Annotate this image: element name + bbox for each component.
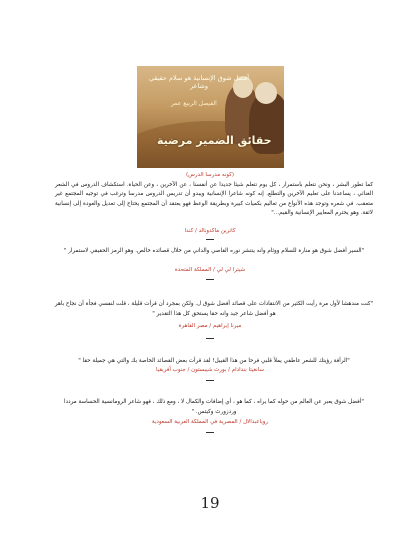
cover-line-2: الفيصل الربيع عمر (171, 100, 217, 107)
separator (206, 239, 214, 240)
separator (206, 432, 214, 433)
intro-paragraph: كما تطور البشر ، ونحن نتعلم باستمرار ، كل يوم نتعلم شيئا جديدا عن أنفسنا ، عن الآخرين ، وعن الحياة. استكشاف الدروس في الشعر الغنائي ، يساعدنا على تعليم الآخرين والتطلع. إنه كونه شاعرا الإنسانية ويبدو أن تدريس الدروس مدرسا وترغب في توجيه المجتمع غير متعقب. في شعره وتوجد هذه الأنواع من تعاليم بكميات كبيرة وبطريقة الوعظ فهو يعتقد أن المجتمع يحتاج إلى تعديل والعودة إلى إنسانية لائقة. وهو يحترم المعايير الإنسانية والقيم..." (55, 182, 373, 217)
quote-3-author: سانغيتا بندادام / بورت شيبستون / جنوب أفريقيا (156, 367, 264, 373)
image-caption: (كونه مدرسا الدرس) (186, 172, 234, 178)
quote-1-author: شيترا لي لي / المملكة المتحدة (174, 267, 246, 273)
separator (206, 279, 214, 280)
quote-1-text: "السير أفضل شوق هو منارة للسلام ووئام وانه ينتشر نوره القاصي والداني من خلال قصائده خالص. وهو الرمز الحقيقي لاستمرار " (63, 248, 365, 254)
cover-line-1: أفضل شوق الإنسانية هو سلام حقيقي وشاعر (148, 74, 250, 90)
intro-author: كاترين ماكدونالد / كندا (184, 228, 236, 234)
quote-2-author: ميرنا إبراهيم / مصر القاهرة (178, 323, 242, 329)
cover-title: حقائق الضمير مرضية (157, 134, 272, 147)
separator (206, 380, 214, 381)
book-cover-image (137, 66, 284, 168)
quote-3-text: "الرأفة رؤيتك للشعر عاطفي يملأ قلبي فرحا من هذا القبيل! لقد قرأت بعض القصائد الخاصة بك والتي هي جميلة حقا " (78, 358, 350, 364)
quote-4-text: "أفضل شوق يعبر عن العالم من حوله كما يراه ، كما هو ، أي إضافات والكمال لا ، ومع ذلك ، فهو شاعر الرومانسية الحساسة مرددا وردزورث وكيتس. " (64, 399, 364, 415)
page-number: 19 (200, 494, 220, 512)
quote-4-author: روياعبدالال / المصرية في المملكة العربية السعودية (151, 419, 269, 425)
figure-right-head (255, 82, 277, 104)
quote-2-text: "كنت مندهشا لأول مرة رأيت الكثير من الانتقادات على قصائد أفضل شوق ل. ولكن بمجرد أن قرأت قليلة ، قلت لنفسي فجأة أن نجاح باهر هو أفضل شاعر جيد وانه حقا يستحق كل هذا التقدير " (54, 301, 374, 317)
separator (206, 338, 214, 339)
